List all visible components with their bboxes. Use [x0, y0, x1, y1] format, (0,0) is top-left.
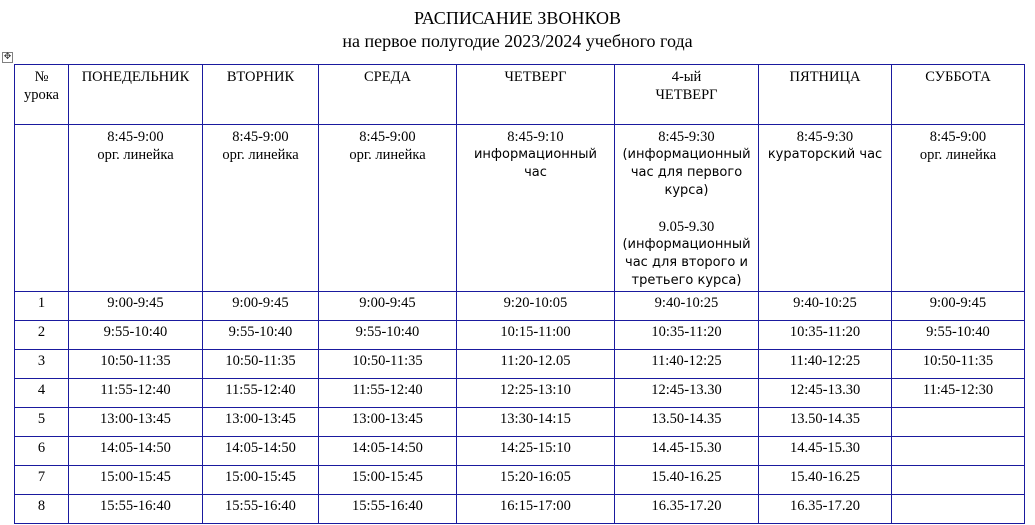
wednesday-time: 14:05-14:50: [319, 437, 457, 466]
fourth-thursday-time: 10:35-11:20: [615, 321, 759, 350]
friday-time: 13.50-14.35: [759, 408, 892, 437]
friday-time: 10:35-11:20: [759, 321, 892, 350]
saturday-time: [892, 466, 1025, 495]
page-subtitle: на первое полугодие 2023/2024 учебного года: [342, 31, 693, 51]
saturday-time: [892, 437, 1025, 466]
pre-time: 8:45-9:00: [107, 129, 164, 145]
pre-time: 8:45-9:30: [658, 129, 715, 145]
header-num-symbol: №: [34, 69, 49, 85]
header-saturday: СУББОТА: [892, 65, 1025, 125]
pre-note: информационный: [473, 147, 597, 162]
table-row: [15, 466, 1025, 495]
pre-monday: [69, 125, 203, 292]
pre-fourth-thursday: [615, 125, 759, 292]
move-handle-icon[interactable]: ✥: [3, 52, 12, 62]
header-num-label: урока: [23, 87, 59, 103]
pre-note: третьего курса): [631, 273, 742, 288]
pre-tuesday: [203, 125, 319, 292]
friday-time: 9:40-10:25: [759, 292, 892, 321]
pre-note: орг. линейка: [222, 147, 299, 163]
pre-note: орг. линейка: [349, 147, 426, 163]
pre-note: курса): [664, 183, 709, 198]
wednesday-time: 9:55-10:40: [319, 321, 457, 350]
pre-note: орг. линейка: [97, 147, 174, 163]
wednesday-time: 11:55-12:40: [319, 379, 457, 408]
lesson-number: 4: [15, 379, 69, 408]
fourth-thursday-time: 14.45-15.30: [615, 437, 759, 466]
saturday-time: 9:00-9:45: [892, 292, 1025, 321]
thursday-time: 12:25-13:10: [457, 379, 615, 408]
lesson-rows: [15, 292, 1025, 524]
header-lesson-number: [15, 65, 69, 125]
pre-time: 8:45-9:10: [507, 129, 564, 145]
header-wednesday: СРЕДА: [319, 65, 457, 125]
table-row: [15, 321, 1025, 350]
pre-time: 9.05-9.30: [658, 219, 715, 235]
saturday-time: [892, 495, 1025, 524]
lesson-number: 3: [15, 350, 69, 379]
wednesday-time: 10:50-11:35: [319, 350, 457, 379]
tuesday-time: 9:00-9:45: [203, 292, 319, 321]
pre-note: (информационный: [622, 237, 751, 252]
pre-saturday: [892, 125, 1025, 292]
wednesday-time: 13:00-13:45: [319, 408, 457, 437]
pre-time: 8:45-9:00: [359, 129, 416, 145]
lesson-number: 2: [15, 321, 69, 350]
header-fourth-day: ЧЕТВЕРГ: [655, 87, 718, 103]
page-title: РАСПИСАНИЕ ЗВОНКОВ: [414, 8, 621, 28]
pre-time: 8:45-9:00: [929, 129, 987, 145]
pre-friday: [759, 125, 892, 292]
friday-time: 15.40-16.25: [759, 466, 892, 495]
table-row: [15, 350, 1025, 379]
saturday-time: 9:55-10:40: [892, 321, 1025, 350]
pre-note: час: [524, 165, 547, 180]
table-row: [15, 379, 1025, 408]
thursday-time: 9:20-10:05: [457, 292, 615, 321]
thursday-time: 11:20-12.05: [457, 350, 615, 379]
friday-time: 16.35-17.20: [759, 495, 892, 524]
fourth-thursday-time: 13.50-14.35: [615, 408, 759, 437]
tuesday-time: 13:00-13:45: [203, 408, 319, 437]
monday-time: 14:05-14:50: [69, 437, 203, 466]
wednesday-time: 15:55-16:40: [319, 495, 457, 524]
fourth-thursday-time: 9:40-10:25: [615, 292, 759, 321]
lesson-number: 7: [15, 466, 69, 495]
tuesday-time: 9:55-10:40: [203, 321, 319, 350]
pre-wednesday: [319, 125, 457, 292]
header-fourth-thursday: [615, 65, 759, 125]
friday-time: 11:40-12:25: [759, 350, 892, 379]
friday-time: 12:45-13.30: [759, 379, 892, 408]
thursday-time: 14:25-15:10: [457, 437, 615, 466]
tuesday-time: 15:00-15:45: [203, 466, 319, 495]
pre-lesson-number: [15, 125, 69, 292]
tuesday-time: 14:05-14:50: [203, 437, 319, 466]
pre-lesson-row: [15, 125, 1025, 292]
monday-time: 9:00-9:45: [69, 292, 203, 321]
monday-time: 13:00-13:45: [69, 408, 203, 437]
header-row: [15, 65, 1025, 125]
table-row: [15, 495, 1025, 524]
monday-time: 11:55-12:40: [69, 379, 203, 408]
pre-time: 8:45-9:30: [796, 129, 854, 145]
table-row: [15, 437, 1025, 466]
header-thursday: ЧЕТВЕРГ: [457, 65, 615, 125]
monday-time: 9:55-10:40: [69, 321, 203, 350]
pre-thursday: [457, 125, 615, 292]
fourth-thursday-time: 11:40-12:25: [615, 350, 759, 379]
fourth-thursday-time: 15.40-16.25: [615, 466, 759, 495]
fourth-thursday-time: 12:45-13.30: [615, 379, 759, 408]
pre-time: 8:45-9:00: [232, 129, 289, 145]
header-monday: ПОНЕДЕЛЬНИК: [69, 65, 203, 125]
wednesday-time: 15:00-15:45: [319, 466, 457, 495]
lesson-number: 1: [15, 292, 69, 321]
thursday-time: 15:20-16:05: [457, 466, 615, 495]
header-friday: ПЯТНИЦА: [759, 65, 892, 125]
saturday-time: 11:45-12:30: [892, 379, 1025, 408]
pre-note: орг. линейка: [919, 147, 997, 163]
lesson-number: 5: [15, 408, 69, 437]
saturday-time: 10:50-11:35: [892, 350, 1025, 379]
pre-note: (информационный: [622, 147, 751, 162]
lesson-number: 6: [15, 437, 69, 466]
monday-time: 15:55-16:40: [69, 495, 203, 524]
thursday-time: 16:15-17:00: [457, 495, 615, 524]
wednesday-time: 9:00-9:45: [319, 292, 457, 321]
lesson-number: 8: [15, 495, 69, 524]
table-row: [15, 292, 1025, 321]
header-fourth-label: 4-ый: [671, 69, 702, 85]
monday-time: 10:50-11:35: [69, 350, 203, 379]
fourth-thursday-time: 16.35-17.20: [615, 495, 759, 524]
header-tuesday: ВТОРНИК: [203, 65, 319, 125]
pre-note: час для второго и: [625, 255, 748, 270]
table-row: [15, 408, 1025, 437]
friday-time: 14.45-15.30: [759, 437, 892, 466]
schedule-table: [14, 64, 1025, 524]
tuesday-time: 11:55-12:40: [203, 379, 319, 408]
pre-note: кураторский час: [767, 147, 883, 162]
tuesday-time: 10:50-11:35: [203, 350, 319, 379]
thursday-time: 10:15-11:00: [457, 321, 615, 350]
pre-note: час для первого: [630, 165, 743, 180]
monday-time: 15:00-15:45: [69, 466, 203, 495]
thursday-time: 13:30-14:15: [457, 408, 615, 437]
saturday-time: [892, 408, 1025, 437]
tuesday-time: 15:55-16:40: [203, 495, 319, 524]
